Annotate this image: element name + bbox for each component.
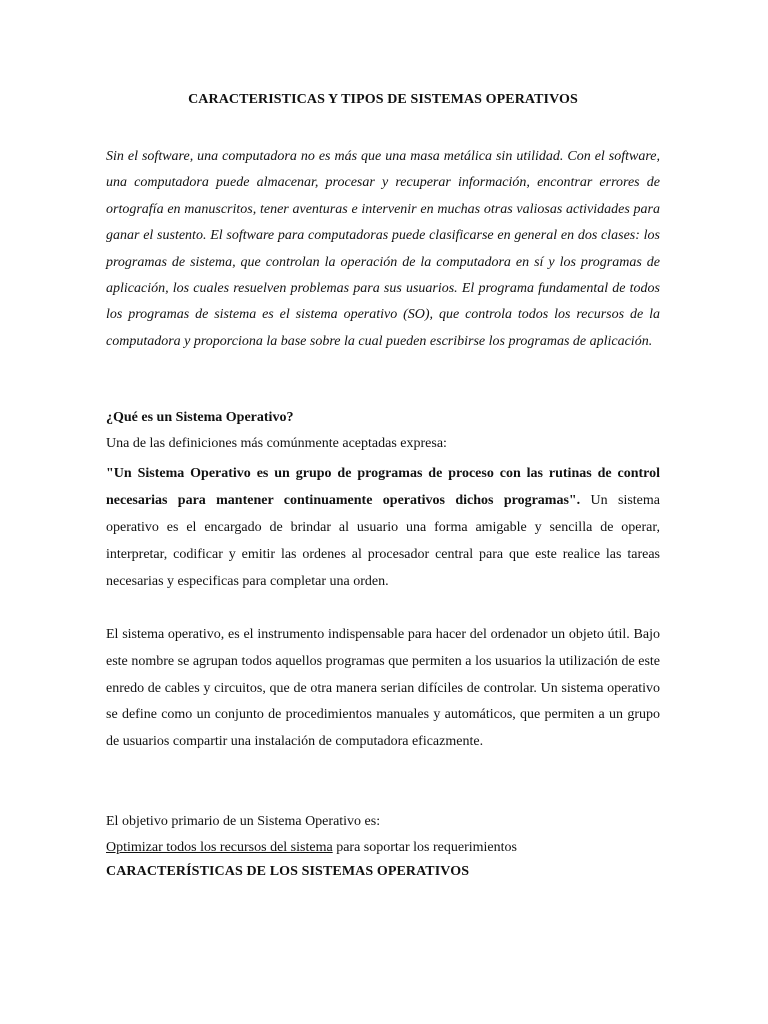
definition-paragraph [106,460,660,595]
intro-paragraph: Sin el software, una computadora no es más que una masa metálica sin utilidad. Con el software, una computadora puede almacenar, procesar y recuperar información, encontrar errores de ortografía en manuscritos, tener aventuras e intervenir en muchas otras valiosas actividades para ganar el sustento. El software para computadoras puede clasificarse en general en dos clases: los programas de sistema, que controlan la operación de la computadora en sí y los programas de aplicación, los cuales resuelven problemas para sus usuarios. El programa fundamental de todos los programas de sistema es el sistema operativo (SO), que controla todos los recursos de la computadora y proporciona la base sobre la cual pueden escribirse los programas de aplicación. [106,149,660,349]
question-heading: ¿Qué es un Sistema Operativo? [106,410,294,425]
document-title: CARACTERISTICAS Y TIPOS DE SISTEMAS OPERATIVOS [188,92,578,107]
operating-system-paragraph: El sistema operativo, es el instrumento indispensable para hacer del ordenador un objeto útil. Bajo este nombre se agrupan todos aquellos programas que permiten a los usuarios la utilización de este enredo de cables y circuitos, que de otra manera serian difíciles de controlar. Un sistema operativo se define como un conjunto de procedimientos manuales y automáticos, que permiten a un grupo de usuarios compartir una instalación de computadora eficazmente. [106,627,660,750]
objective-line [106,840,517,856]
definition-quote: "Un Sistema Operativo es un grupo de programas de proceso con las rutinas de control necesarias para mantener continuamente operativos dichos programas". [106,466,660,508]
definition-intro: Una de las definiciones más comúnmente aceptadas expresa: [106,436,447,451]
objective-rest-text: para soportar los requerimientos [332,840,517,855]
section-heading: CARACTERÍSTICAS DE LOS SISTEMAS OPERATIVOS [106,864,470,879]
objective-underlined-text: Optimizar todos los recursos del sistema [106,840,333,855]
objective-label: El objetivo primario de un Sistema Operativo es: [106,814,381,829]
definition-rest: Un sistema operativo es el encargado de brindar al usuario una forma amigable y sencilla de operar, interpretar, codificar y emitir las ordenes al procesador central para que este realice las tareas necesarias y especificas para completar una orden. [106,493,660,589]
